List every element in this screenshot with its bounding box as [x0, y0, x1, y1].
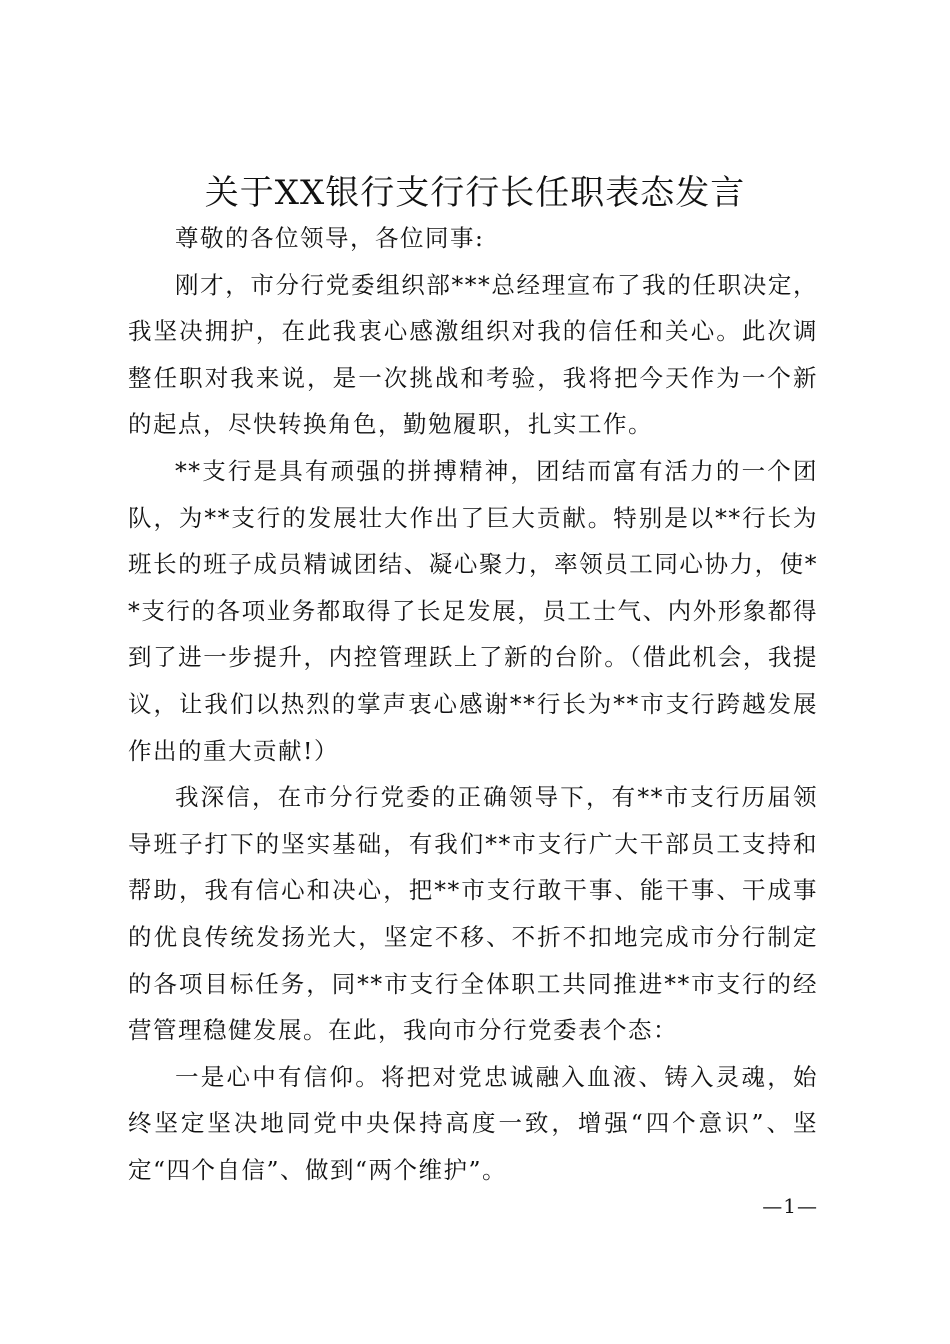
salutation-paragraph: 尊敬的各位领导，各位同事: — [175, 224, 485, 252]
page-number: —1— — [762, 1194, 818, 1218]
body-paragraph: 我深信，在市分行党委的正确领导下，有**市支行历届领导班子打下的坚实基础，有我们**市支行广大干部员工支持和帮助，我有信心和决心，把**市支行敢干事、能干事、干成事的优良传统发扬光大，坚定不移、不折不扣地完成市分行制定的各项目标任务，同**市支行全体职工共同推进**市支行的经营管理稳健发展。在此，我向市分行党委表个态： — [128, 783, 818, 1045]
document-title: 关于XX银行支行行长任职表态发言 — [204, 173, 746, 213]
document-body — [128, 215, 818, 1193]
body-paragraph: 一是心中有信仰。将把对党忠诚融入血液、铸入灵魂，始终坚定坚决地同党中央保持高度一致，增强“四个意识”、坚定“四个自信”、做到“两个维护”。 — [128, 1062, 818, 1184]
body-paragraph: 刚才，市分行党委组织部***总经理宣布了我的任职决定，我坚决拥护，在此我衷心感激组织对我的信任和关心。此次调整任职对我来说，是一次挑战和考验，我将把今天作为一个新的起点，尽快转换角色，勤勉履职，扎实工作。 — [128, 270, 818, 439]
body-paragraph: **支行是具有顽强的拼搏精神，团结而富有活力的一个团队，为**支行的发展壮大作出了巨大贡献。特别是以**行长为班长的班子成员精诚团结、凝心聚力，率领员工同心协力，使**支行的各项业务都取得了长足发展，员工士气、内外形象都得到了进一步提升，内控管理跃上了新的台阶。（借此机会，我提议，让我们以热烈的掌声衷心感谢**行长为**市支行跨越发展作出的重大贡献!） — [128, 456, 818, 765]
